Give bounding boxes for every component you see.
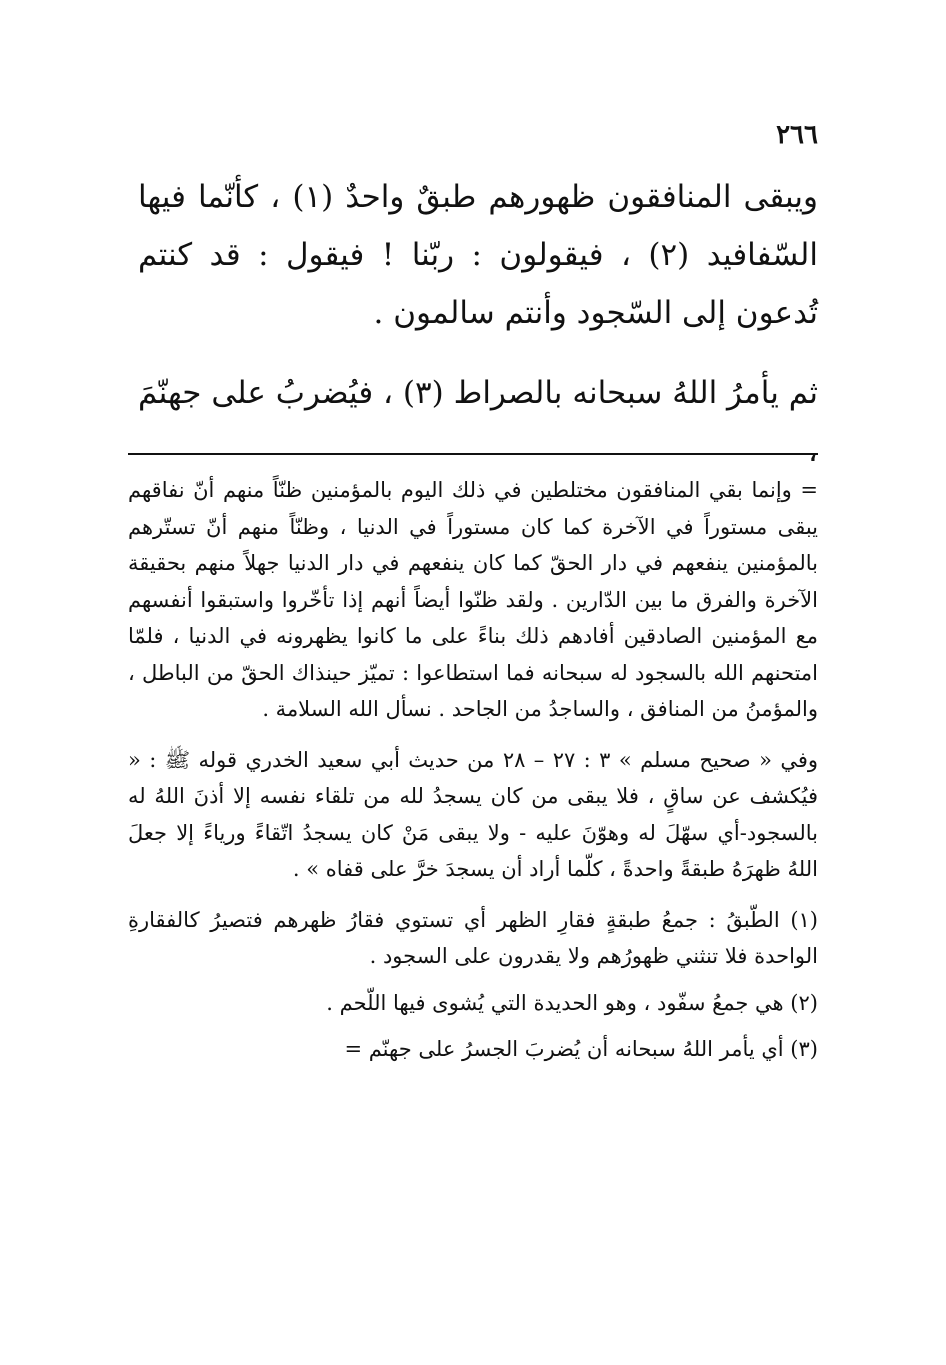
- page-number: ٢٦٦: [776, 120, 818, 150]
- footnote-3: (٣) أي يأمر اللهُ سبحانه أن يُضربَ الجسرُ على جهنّم =: [344, 1037, 818, 1061]
- main-paragraph-2: ثم يأمرُ اللهُ سبحانه بالصراط (٣) ، فيُضربُ على جهنّمَ ،: [138, 375, 818, 469]
- notes-section: [128, 472, 818, 1068]
- main-paragraph-1: ويبقى المنافقون ظهورهم طبقٌ واحدٌ (١) ، كأنّما فيها السّفافيد (٢) ، فيقولون : ربّنا ! فيقول : قد كنتم تُدعون إلى السّجود وأنتم سالمون .: [138, 179, 818, 331]
- footnote-1: (١) الطّبقُ : جمعُ طبقةٍ فقارِ الظهر أي تستوي فقارُ ظهرهم فتصيرُ كالفقارةِ الواحدة فلا تنثني ظهورُهم ولا يقدرون على السجود .: [128, 907, 818, 968]
- note-hadith: وفي « صحيح مسلم » ٣ : ٢٧ – ٢٨ من حديث أبي سعيد الخدري قوله ﷺ : « فيُكشف عن ساقٍ ، فلا يبقى من كان يسجدُ لله من تلقاء نفسه إلا أذنَ اللهُ له بالسجود-أي سهّلَ له وهوّنَ عليه - ولا يبقى مَنْ كان يسجدُ اتّقاءً ورياءً إلا جعلَ اللهُ ظهرَهُ طبقةً واحدةً ، كلّما أراد أن يسجدَ خرَّ على قفاه » .: [128, 747, 818, 881]
- note-continuation: = وإنما بقي المنافقون مختلطين في ذلك اليوم بالمؤمنين ظنّاً منهم أنّ نفاقهم يبقى مستوراً في الآخرة كما كان مستوراً في الدنيا ، وظنّاً منهم أنّ تستّرهم بالمؤمنين ينفعهم في دار الحقّ كما كان ينفعهم في دار الدنيا جهلاً منهم بحقيقة الآخرة والفرق ما بين الدّارين . ولقد ظنّوا أيضاً أنهم إذا تأخّروا واستبقوا أنفسهم مع المؤمنين الصادقين أفادهم ذلك بناءً على ما كانوا يظهرونه في الدنيا ، فلمّا امتحنهم الله بالسجود له سبحانه فما استطاعوا : تميّز حينذاك الحقّ من الباطل ، والمؤمنُ من المنافق ، والساجدُ من الجاحد . نسأل الله السلامة .: [128, 478, 818, 721]
- footnote-separator: [128, 453, 818, 455]
- footnote-2: (٢) هي جمعُ سفّود ، وهو الحديدة التي يُشوى فيها اللّحم .: [326, 990, 818, 1015]
- main-text: [138, 168, 818, 480]
